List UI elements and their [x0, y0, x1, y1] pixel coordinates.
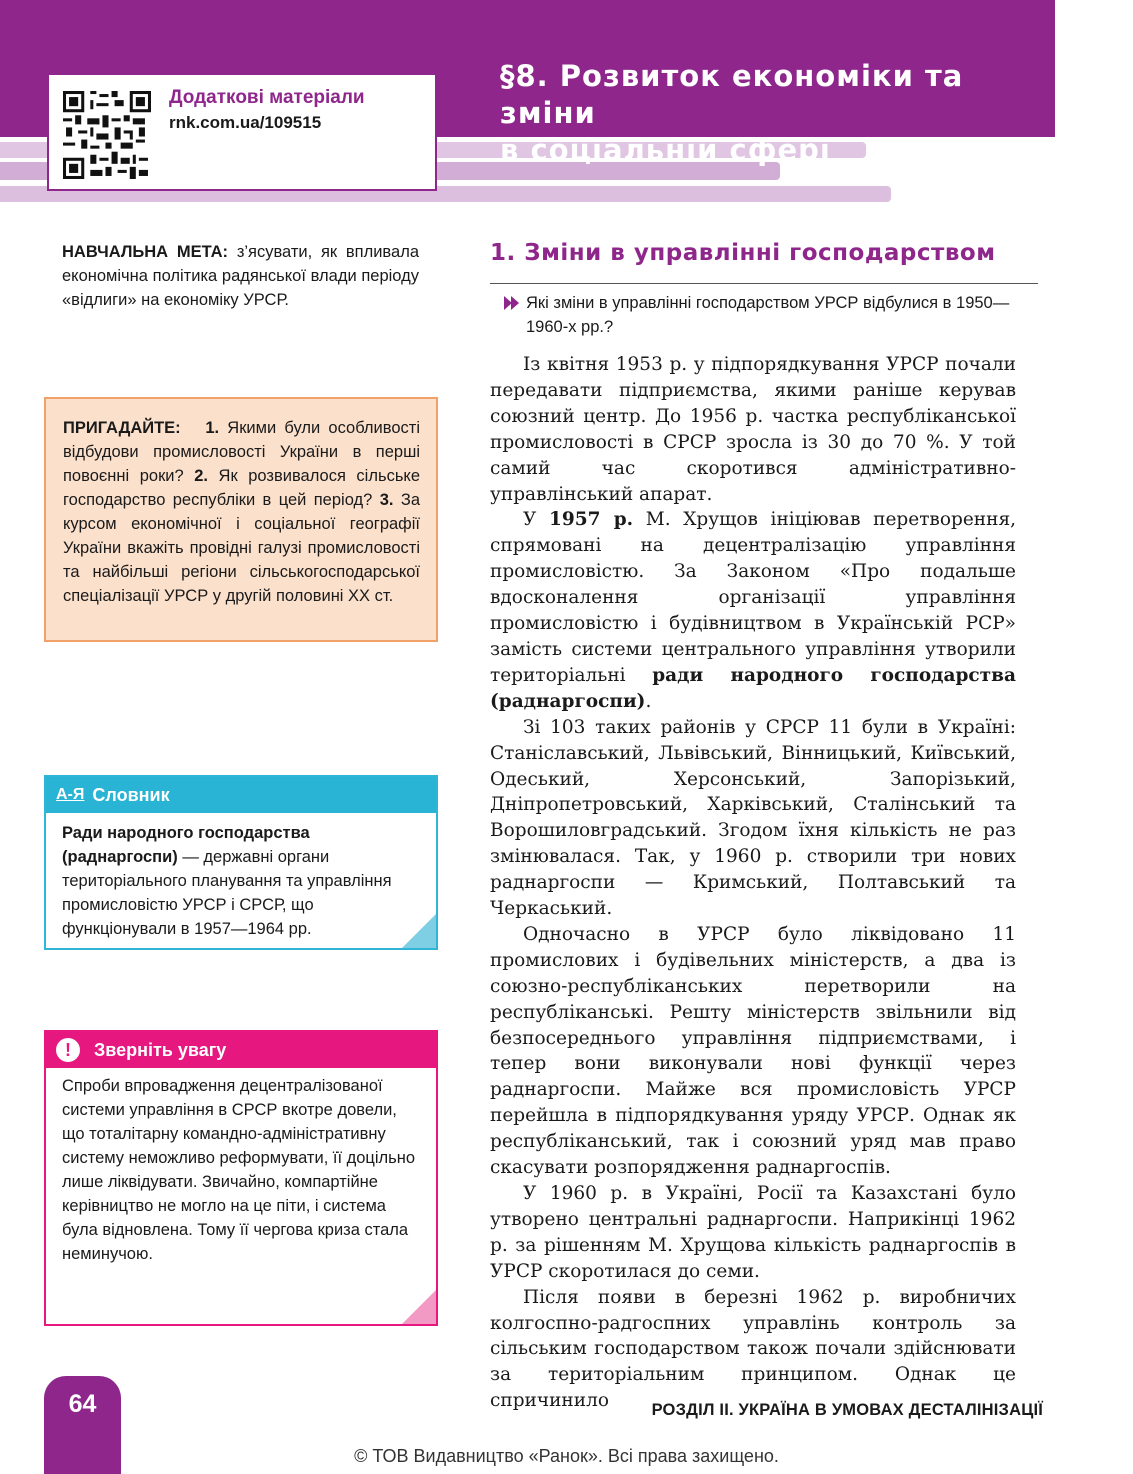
recall-label: ПРИГАДАЙТЕ:	[63, 419, 181, 437]
section-divider	[490, 283, 1038, 284]
recall-question: Якими були особливості відбудови промисловості України в перші повоєнні роки?	[63, 419, 420, 485]
dictionary-entry	[46, 813, 436, 941]
paragraph: У 1957 р. М. Хрущов ініціював перетворення, спрямовані на децентралізацію управління промисловістю. За Законом «Про подальше вдосконалення організації управління промисловістю і будівництвом в Українській РСР» замість системи центрального управління утворили територіальні ради народного господарства (раднаргоспи).	[490, 509, 1016, 712]
paragraph: Зі 103 таких районів у СРСР 11 були в Україні: Станіславський, Львівський, Вінницький, Київський, Одеський, Херсонський, Запорізький, Дніпропетровський, Харківський, Сталінський та Ворошиловградський. Згодом їхня кількість не раз змінювалася. Так, у 1960 р. створили три нових раднаргоспи — Кримський, Полтавський та Черкаський.	[490, 716, 1016, 920]
recall-question-number: 1.	[205, 419, 220, 437]
dictionary-header	[46, 777, 436, 813]
attention-title: Зверніть увагу	[94, 1039, 227, 1060]
section-title: 1. Зміни в управлінні господарством	[490, 240, 996, 266]
page-number: 64	[68, 1390, 97, 1418]
key-term: ради народного господарства (раднаргоспи)	[490, 664, 1016, 712]
learning-goal-text: з’ясувати, як впливала економічна політика радянської влади періоду «відлиги» на економіку УРСР.	[62, 243, 419, 309]
chapter-title	[500, 58, 1040, 169]
extra-materials-link[interactable]: rnk.com.ua/109515	[169, 113, 322, 132]
attention-header	[46, 1032, 436, 1068]
main-text	[490, 352, 1016, 1414]
exclamation-icon: !	[56, 1038, 80, 1062]
recall-question-number: 3.	[379, 491, 394, 509]
paragraph: Із квітня 1953 р. у підпорядкування УРСР почали передавати підприємства, якими раніше керував союзний центр. До 1956 р. частка республіканської промисловості в СРСР зросла із 30 до 70 %. У той самий час скоротився адміністративно-управлінський апарат.	[490, 354, 1016, 505]
corner-decoration	[402, 914, 436, 948]
recall-question-number: 2.	[194, 467, 209, 485]
paragraph: Одночасно в УРСР було ліквідовано 11 промислових і будівельних міністерств, а два із союзно-республіканських перетворили на республіканські. Решту міністерств звільнили від безпосереднього управління підприємствами, і тепер вони виконували нові функції через раднаргоспи. Майже вся промисловість УРСР перейшла в підпорядкування уряду УРСР. Однак як республіканський, так і союзний уряд мав право скасувати розпорядження раднаргоспів.	[490, 923, 1016, 1179]
copyright-notice: © ТОВ Видавництво «Ранок». Всі права захищено.	[354, 1446, 779, 1466]
dictionary-term: Ради народного господарства (раднаргоспи)	[62, 824, 310, 866]
double-arrow-icon	[504, 296, 520, 310]
chapter-title-line: §8. Розвиток економіки та зміни	[500, 59, 964, 130]
bold-date: 1957 р.	[549, 509, 634, 531]
attention-box	[44, 1030, 438, 1326]
corner-decoration	[402, 1290, 436, 1324]
dictionary-icon: А-Я	[56, 786, 85, 803]
chapter-title-line: в соціальній сфері	[500, 133, 831, 167]
dictionary-definition: — державні органи територіального планування та управління промисловістю УРСР і СРСР, що функціонували в 1957—1964 рр.	[62, 848, 392, 938]
extra-materials-box	[47, 73, 437, 191]
qr-code-icon[interactable]	[63, 91, 151, 179]
running-footer: РОЗДІЛ II. УКРАЇНА В УМОВАХ ДЕСТАЛІНІЗАЦІЇ	[651, 1401, 1043, 1419]
attention-text: Спроби впровадження децентралізованої системи управління в СРСР вкотре довели, що тоталітарну командно-адміністративну систему неможливо реформувати, її доцільно лише ліквідувати. Звичайно, компартійне керівництво не могло на це піти, і система була відновлена. Тому її чергова криза стала неминучою.	[62, 1077, 416, 1263]
extra-materials-title: Додаткові матеріали	[169, 87, 365, 108]
learning-goal	[62, 240, 419, 312]
recall-box	[44, 397, 438, 642]
dictionary-title: Словник	[92, 784, 170, 805]
paragraph: Після появи в березні 1962 р. виробничих колгоспно-радгоспних управлінь контроль за сільським господарством також почали здійснювати за територіальним принципом. Однак це спричинило	[490, 1286, 1016, 1412]
recall-question: За курсом економічної і соціальної географії України вкажіть провідні галузі промисловості та найбільші регіони сільськогосподарської спеціалізації УРСР у другій половині ХХ ст.	[63, 491, 420, 605]
paragraph: У 1960 р. в Україні, Росії та Казахстані було утворено центральні раднаргоспи. Наприкінці 1962 р. за рішенням М. Хрущова кількість раднаргоспів в УРСР скоротилася до семи.	[490, 1183, 1016, 1282]
section-question: Які зміни в управлінні господарством УРСР відбулися в 1950—1960-х рр.?	[526, 294, 1010, 336]
learning-goal-label: НАВЧАЛЬНА МЕТА:	[62, 243, 229, 261]
recall-question: Як розвивалося сільське господарство республіки в цей період?	[63, 467, 421, 509]
dictionary-box	[44, 775, 438, 950]
